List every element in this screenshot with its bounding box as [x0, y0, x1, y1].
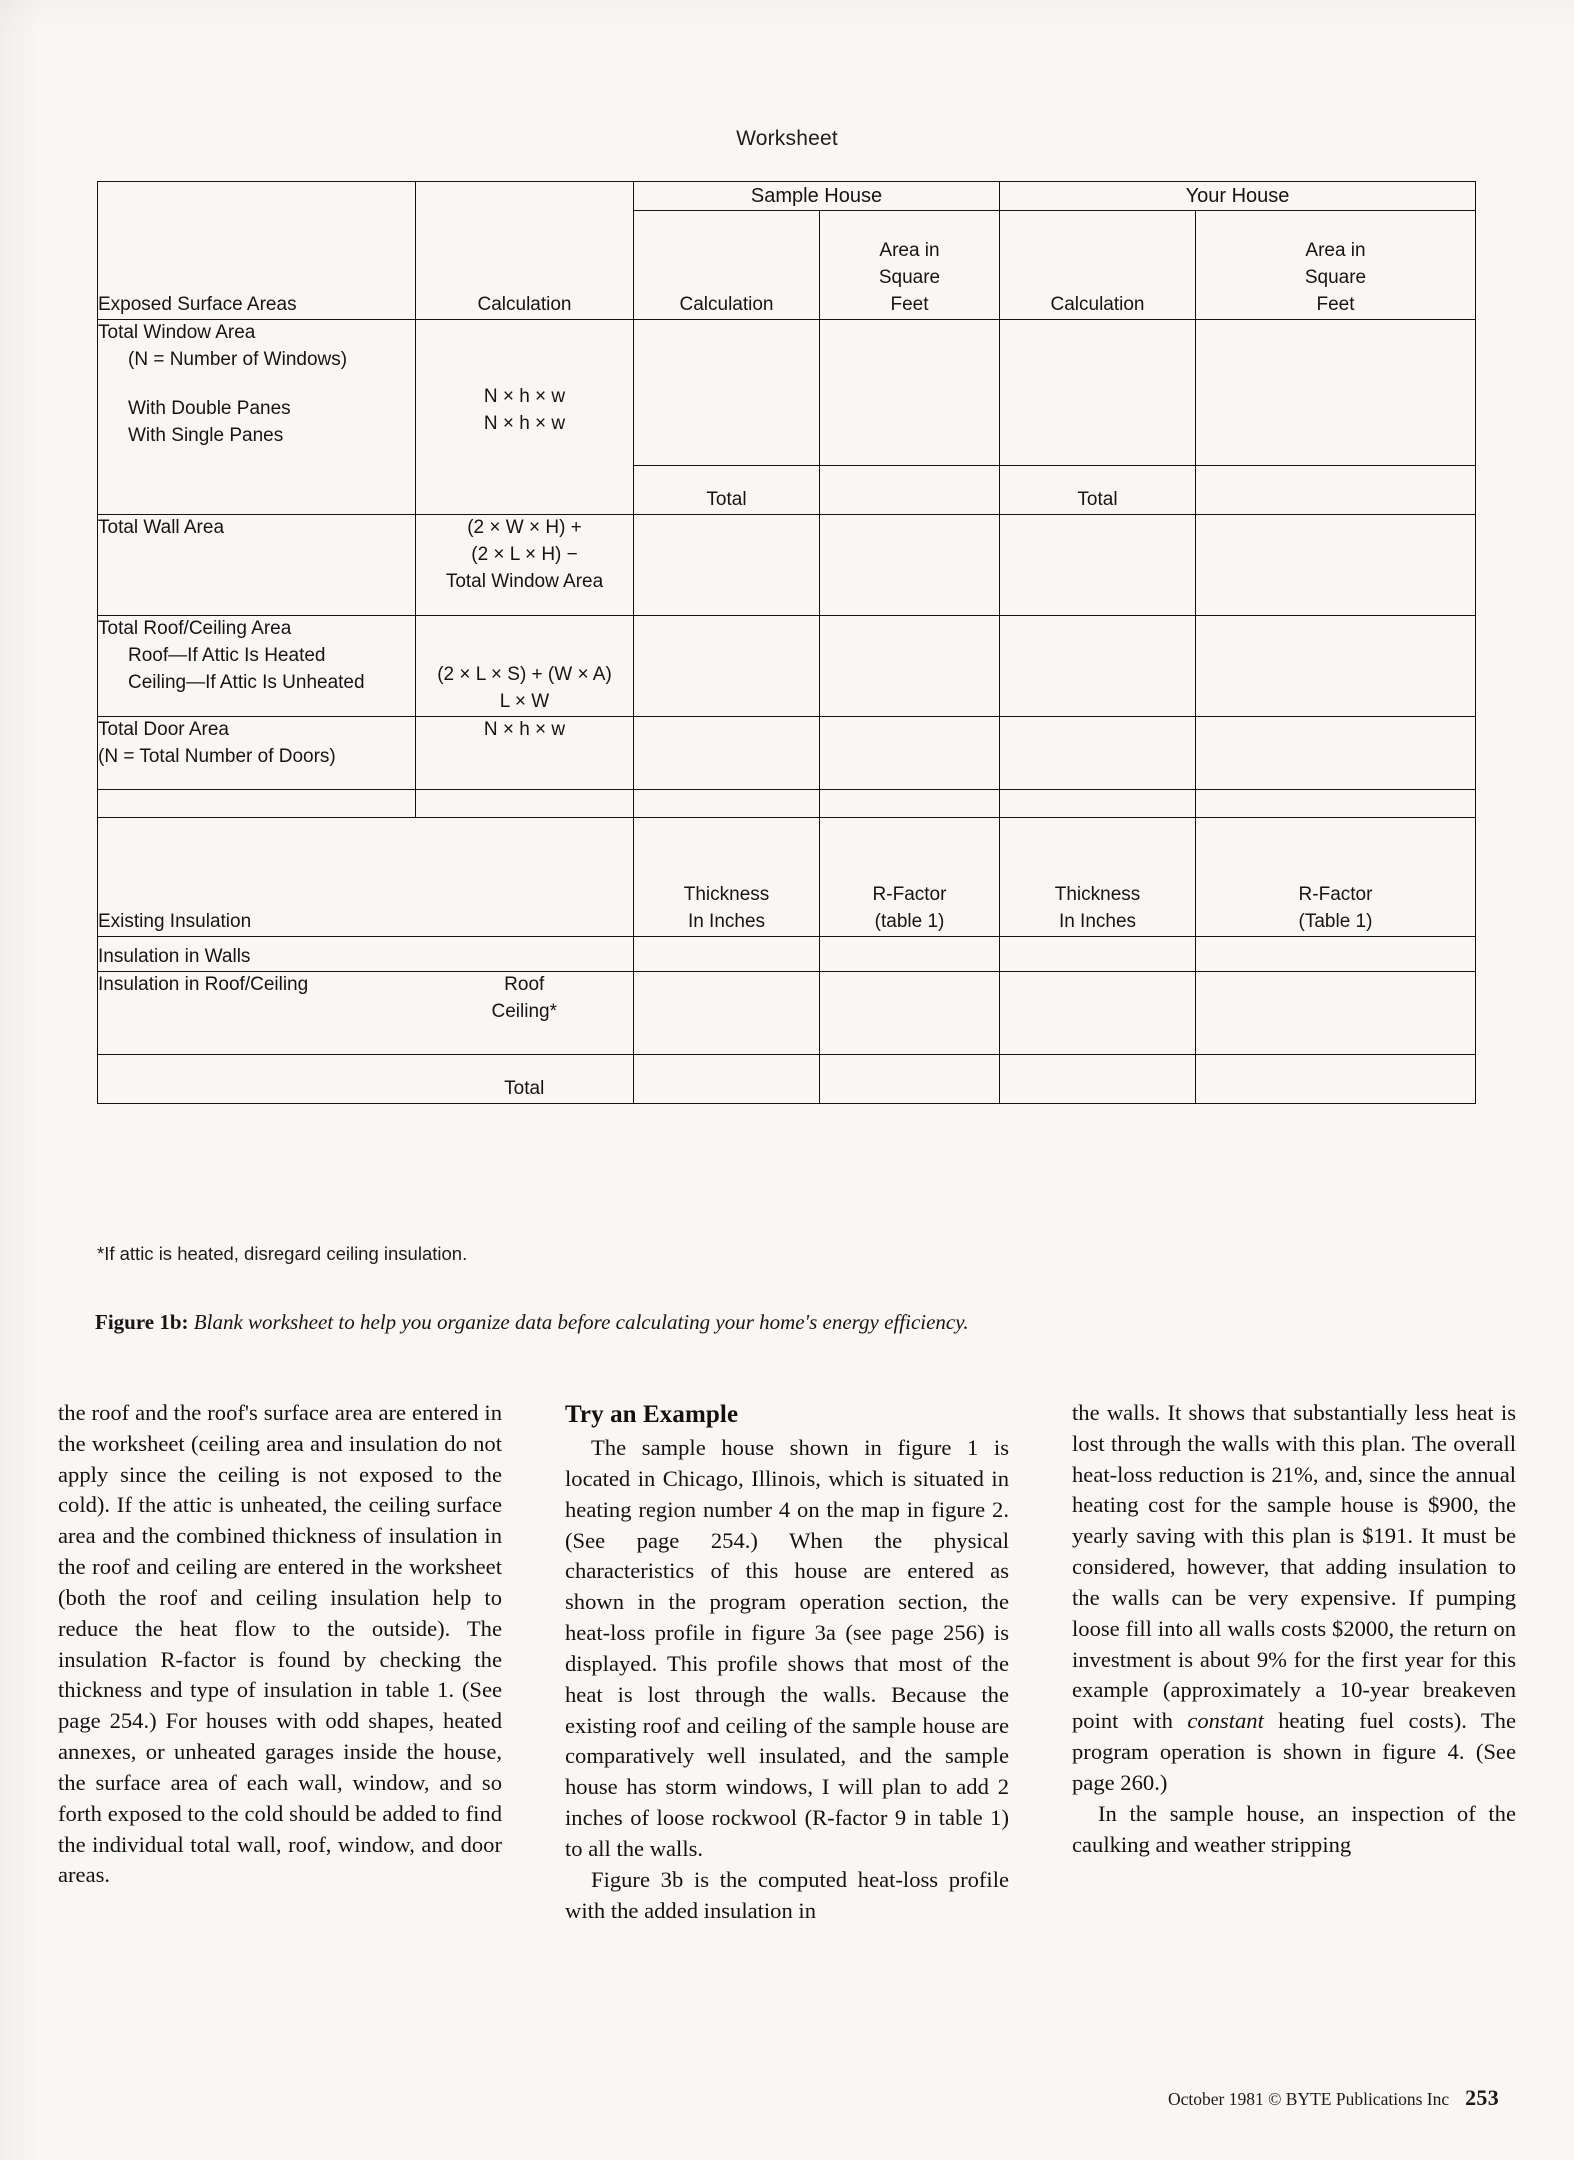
column3-paragraph-1-part-b: heating fuel costs). The program operation is shown in figure 4. (See page 260.)	[1072, 1708, 1516, 1795]
label-total-door-area: Total Door Area	[98, 718, 229, 740]
final-total-empty-cell	[98, 1054, 416, 1103]
input-your-door-calc[interactable]	[1000, 716, 1196, 789]
col-header-your-area-line2: Square	[1304, 266, 1367, 288]
input-sample-door-area[interactable]	[820, 716, 1000, 789]
input-sample-door-calc[interactable]	[634, 716, 820, 789]
input-sample-wall-calc[interactable]	[634, 514, 820, 615]
input-sample-walls-thickness[interactable]	[634, 936, 820, 971]
col-header-exposed-surface-areas: Exposed Surface Areas	[98, 211, 416, 320]
body-column-2	[565, 1398, 1009, 1926]
footer-page-number: 253	[1465, 2085, 1499, 2110]
col-header-your-thickness	[1000, 817, 1196, 936]
input-sample-window-total-value[interactable]	[820, 465, 1000, 514]
article-body	[58, 1398, 1518, 1926]
table-row-column-headers	[98, 211, 1476, 320]
input-sample-roof-calc[interactable]	[634, 615, 820, 716]
input-sample-window-calc[interactable]	[634, 319, 820, 465]
calc-insulation-roof: Roof	[504, 973, 545, 995]
table-row-final-total	[98, 1054, 1476, 1103]
column3-emphasis-constant: constant	[1187, 1708, 1264, 1734]
table-row-insulation-in-walls	[98, 936, 1476, 971]
table-row-total-window-area	[98, 319, 1476, 465]
your-rfactor-line2: (Table 1)	[1298, 910, 1373, 932]
col-header-your-calculation: Calculation	[1000, 211, 1196, 320]
sample-thickness-line1: Thickness	[683, 883, 770, 905]
separator-cell-4	[820, 789, 1000, 817]
separator-cell-2	[416, 789, 634, 817]
col-header-your-area	[1196, 211, 1476, 320]
input-your-roofceiling-thickness[interactable]	[1000, 971, 1196, 1054]
calc-roof-line1: (2 × L × S) + (W × A)	[437, 663, 612, 685]
label-window-n-definition: (N = Number of Windows)	[128, 348, 348, 370]
input-sample-final-total-thickness[interactable]	[634, 1054, 820, 1103]
col-header-your-rfactor	[1196, 817, 1476, 936]
body-column-3	[1072, 1398, 1516, 1926]
input-your-final-total-rfactor[interactable]	[1196, 1054, 1476, 1103]
worksheet-footnote: *If attic is heated, disregard ceiling insulation.	[97, 1243, 468, 1264]
col-header-sample-area	[820, 211, 1000, 320]
input-your-roof-calc[interactable]	[1000, 615, 1196, 716]
col-header-sample-area-line3: Feet	[890, 293, 929, 315]
calc-total-door-area: N × h × w	[416, 716, 634, 789]
table-row-total-door-area	[98, 716, 1476, 789]
input-sample-roof-area[interactable]	[820, 615, 1000, 716]
column1-paragraph-1: the roof and the roof's surface area are entered in the worksheet (ceiling area and insulation do not apply since the ceiling is not exposed to the cold). If the attic is unheated, the ceiling surface area and the combined thickness of insulation in the roof and ceiling are entered in the worksheet (both the roof and ceiling insulation help to reduce the heat flow to the outside). The insulation R-factor is found by checking the thickness and type of insulation in table 1. (See page 254.) For houses with odd shapes, heated annexes, or unheated garages inside the house, the surface area of each wall, window, and so forth exposed to the cold should be added to find the individual total wall, roof, window, and door areas.	[58, 1400, 502, 1888]
label-roof-attic-heated: Roof—If Attic Is Heated	[128, 644, 326, 666]
input-sample-window-area[interactable]	[820, 319, 1000, 465]
input-your-wall-area[interactable]	[1196, 514, 1476, 615]
label-ceiling-attic-unheated: Ceiling—If Attic Is Unheated	[128, 671, 365, 693]
column3-paragraph-2: In the sample house, an inspection of the caulking and weather stripping	[1072, 1800, 1516, 1857]
row-label-insulation-in-walls: Insulation in Walls	[98, 936, 634, 971]
spacer	[98, 374, 415, 396]
section-heading-try-an-example: Try an Example	[565, 1401, 739, 1428]
spacer	[416, 320, 633, 342]
calc-wall-line2: (2 × L × H) −	[471, 543, 578, 565]
calc-single-panes: N × h × w	[483, 412, 566, 434]
label-total-roof-ceiling: Total Roof/Ceiling Area	[98, 617, 292, 639]
sample-thickness-line2: In Inches	[687, 910, 766, 932]
col-header-sample-area-line1: Area in	[879, 239, 940, 261]
input-sample-roofceiling-thickness[interactable]	[634, 971, 820, 1054]
separator-cell-1	[98, 789, 416, 817]
input-sample-final-total-rfactor[interactable]	[820, 1054, 1000, 1103]
col-header-sample-thickness	[634, 817, 820, 936]
table-row-group-headers	[98, 182, 1476, 211]
input-sample-wall-area[interactable]	[820, 514, 1000, 615]
calc-insulation-ceiling: Ceiling*	[491, 1000, 557, 1022]
group-header-your-house: Your House	[1000, 182, 1476, 211]
figure-caption-text: Blank worksheet to help you organize data before calculating your home's energy efficiency.	[188, 1310, 969, 1334]
row-label-existing-insulation: Existing Insulation	[98, 817, 634, 936]
sample-rfactor-line2: (table 1)	[874, 910, 945, 932]
calc-total-wall-area	[416, 514, 634, 615]
body-column-1	[58, 1398, 502, 1926]
col-header-sample-calculation: Calculation	[634, 211, 820, 320]
worksheet-table	[97, 181, 1476, 1104]
calc-window-panes	[416, 319, 634, 514]
spacer	[416, 342, 633, 364]
table-row-insulation-in-roof-ceiling	[98, 971, 1476, 1054]
col-header-sample-area-line2: Square	[878, 266, 941, 288]
your-thickness-line1: Thickness	[1054, 883, 1141, 905]
table-row-existing-insulation	[98, 817, 1476, 936]
footer-imprint: October 1981 © BYTE Publications Inc	[1168, 2089, 1450, 2109]
label-door-n-definition: (N = Total Number of Doors)	[98, 745, 336, 767]
col-header-your-area-line1: Area in	[1305, 239, 1366, 261]
input-your-final-total-thickness[interactable]	[1000, 1054, 1196, 1103]
your-rfactor-line1: R-Factor	[1298, 883, 1373, 905]
input-your-walls-rfactor[interactable]	[1196, 936, 1476, 971]
label-with-double-panes: With Double Panes	[128, 397, 291, 419]
calc-roof-ceiling	[416, 615, 634, 716]
column2-paragraph-2: Figure 3b is the computed heat-loss profile with the added insulation in	[565, 1866, 1009, 1923]
calc-wall-line3: Total Window Area	[445, 570, 604, 592]
input-your-roofceiling-rfactor[interactable]	[1196, 971, 1476, 1054]
calc-double-panes: N × h × w	[483, 385, 566, 407]
worksheet-table-wrapper	[97, 181, 1475, 1104]
row-label-total-door-area	[98, 716, 416, 789]
cell-empty-corner-1	[98, 182, 416, 211]
group-header-sample-house: Sample House	[634, 182, 1000, 211]
column3-paragraph-1	[1072, 1398, 1516, 1799]
label-with-single-panes: With Single Panes	[128, 424, 284, 446]
separator-cell-5	[1000, 789, 1196, 817]
worksheet-title: Worksheet	[736, 127, 838, 150]
figure-caption	[95, 1310, 1395, 1335]
sample-rfactor-line1: R-Factor	[872, 883, 947, 905]
cell-empty-corner-2	[416, 182, 634, 211]
column3-paragraph-1-part-a: the walls. It shows that substantially less heat is lost through the walls with this plan. The overall heat-loss reduction is 21%, and, since the annual heating cost for the sample house is $900, the yearly saving with this plan is $191. It must be considered, however, that adding insulation to the walls can be very expensive. If pumping loose fill into all walls costs $2000, the return on investment is about 9% for the first year for this example (approximately a 10-year breakeven point with	[1072, 1400, 1516, 1734]
column2-paragraph-1: The sample house shown in figure 1 is located in Chicago, Illinois, which is situated in heating region number 4 on the map in figure 2. (See page 254.) When the physical characteristics of this house are entered as shown in the program operation section, the heat-loss profile in figure 3a (see page 256) is displayed. This profile shows that most of the heat is lost through the walls. Because the existing roof and ceiling of the sample house are comparatively well insulated, and the sample house has storm windows, I will plan to add 2 inches of loose rockwool (R-factor 9 in table 1) to all the walls.	[565, 1435, 1009, 1861]
row-label-total-roof-ceiling-area	[98, 615, 416, 716]
input-your-door-area[interactable]	[1196, 716, 1476, 789]
table-row-separator-strip	[98, 789, 1476, 817]
calc-insulation-roof-ceiling	[416, 971, 634, 1054]
input-sample-walls-rfactor[interactable]	[820, 936, 1000, 971]
row-label-insulation-in-roof-ceiling: Insulation in Roof/Ceiling	[98, 971, 416, 1054]
col-header-your-area-line3: Feet	[1316, 293, 1355, 315]
input-your-walls-thickness[interactable]	[1000, 936, 1196, 971]
col-header-calculation: Calculation	[416, 211, 634, 320]
label-sample-window-total: Total	[634, 465, 820, 514]
figure-caption-label: Figure 1b:	[95, 1310, 189, 1334]
label-your-window-total: Total	[1000, 465, 1196, 514]
table-row-total-wall-area	[98, 514, 1476, 615]
input-your-window-calc[interactable]	[1000, 319, 1196, 465]
separator-cell-3	[634, 789, 820, 817]
page-footer	[1168, 2085, 1499, 2111]
row-label-total-window-area	[98, 319, 416, 514]
calc-roof-line2: L × W	[499, 690, 550, 712]
input-sample-roofceiling-rfactor[interactable]	[820, 971, 1000, 1054]
col-header-sample-rfactor	[820, 817, 1000, 936]
label-total-window-area: Total Window Area	[98, 321, 256, 343]
your-thickness-line2: In Inches	[1058, 910, 1137, 932]
input-your-window-area[interactable]	[1196, 319, 1476, 465]
input-your-wall-calc[interactable]	[1000, 514, 1196, 615]
input-your-window-total-value[interactable]	[1196, 465, 1476, 514]
row-label-total-wall-area: Total Wall Area	[98, 514, 416, 615]
label-final-total: Total	[416, 1054, 634, 1103]
input-your-roof-area[interactable]	[1196, 615, 1476, 716]
table-row-total-roof-ceiling-area	[98, 615, 1476, 716]
calc-wall-line1: (2 × W × H) +	[467, 516, 582, 538]
separator-cell-6	[1196, 789, 1476, 817]
